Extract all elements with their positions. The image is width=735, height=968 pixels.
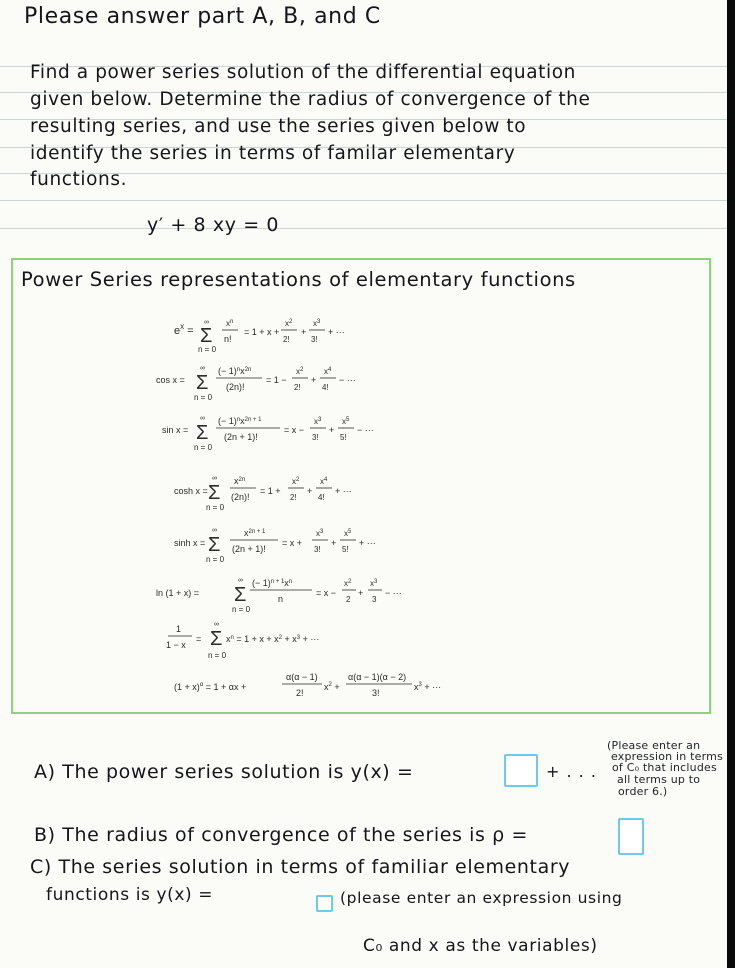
svg-text:Σ: Σ <box>196 422 209 444</box>
svg-text:Σ: Σ <box>234 584 247 606</box>
svg-text:3!: 3! <box>312 433 319 442</box>
svg-text:2!: 2! <box>283 335 290 344</box>
svg-text:n = 0: n = 0 <box>206 503 225 512</box>
svg-text:2: 2 <box>346 595 351 604</box>
svg-text:(− 1)n + 1xn: (− $1)^{n + 1}x^n$ <box>252 578 293 588</box>
svg-text:Σ: Σ <box>208 534 221 556</box>
part-b-text: B) The radius of convergence of the series is ρ = <box>34 824 528 846</box>
svg-text:= x +: = x + <box>282 538 303 548</box>
svg-text:+: + <box>311 375 317 385</box>
svg-text:∞: ∞ <box>238 577 243 584</box>
svg-text:x3: $x^3$ <box>370 579 378 588</box>
svg-text:x5: $x^5$ <box>342 417 350 426</box>
svg-text:(1 + x)α = 1 + αx +: $(1 + x)^\alpha = 1 + \alpha x$ + <box>174 682 247 692</box>
row-exp <box>174 319 345 354</box>
svg-text:x2: $x^2$ <box>285 319 293 328</box>
part-a-text: A) The power series solution is y(x) = <box>34 761 414 783</box>
svg-text:(2n)!: (2n)! <box>231 492 250 502</box>
row-cosh <box>174 475 352 512</box>
svg-text:(2n)!: (2n)! <box>226 382 245 392</box>
part-c-answer-box[interactable] <box>316 895 333 912</box>
svg-text:n!: n! <box>224 334 232 344</box>
part-b-answer-box[interactable] <box>618 818 644 855</box>
svg-text:3!: 3! <box>372 688 380 698</box>
notebook-rule <box>0 228 727 229</box>
svg-text:1 − x: 1 − x <box>166 640 186 650</box>
svg-text:(2n + 1)!: (2n + 1)! <box>232 544 266 554</box>
svg-text:= 1 +: = 1 + <box>260 486 281 496</box>
svg-text:+: + <box>301 327 307 337</box>
part-a-note-line: order 6.) <box>618 785 668 798</box>
intro-line: given below. Determine the radius of convergence of the <box>30 89 591 110</box>
svg-text:x3: $x^3$ <box>314 417 322 426</box>
svg-text:n = 0: n = 0 <box>232 605 251 614</box>
svg-text:∞: ∞ <box>204 319 209 326</box>
svg-text:2!: 2! <box>294 383 301 392</box>
svg-text:α(α − 1)(α − 2): α(α − 1)(α − 2) <box>348 672 407 682</box>
svg-text:x3: $x^3$ <box>313 319 321 328</box>
svg-text:∞: ∞ <box>200 365 205 372</box>
svg-text:cosh x =: cosh x = <box>174 486 208 496</box>
svg-text:x2: $x^2$ <box>344 579 352 588</box>
svg-text:2!: 2! <box>296 688 304 698</box>
svg-text:+: + <box>307 486 313 496</box>
svg-text:x2: $x^2$ <box>296 367 304 376</box>
svg-text:sin x =: sin x = <box>162 425 189 435</box>
part-c-instruction: (please enter an expression using <box>340 889 623 907</box>
svg-text:Σ: Σ <box>208 482 221 504</box>
svg-text:α(α − 1): α(α − 1) <box>286 672 318 682</box>
svg-text:4!: 4! <box>318 493 325 502</box>
svg-text:+ ···: + ··· <box>359 538 376 548</box>
svg-text:sinh x =: sinh x = <box>174 538 206 548</box>
intro-line: functions. <box>30 169 128 190</box>
panel-heading: Power Series representations of elementary functions <box>21 268 576 291</box>
svg-text:x2n: $x^{2n}$ <box>234 476 246 486</box>
svg-text:x2 +: $x^2$ + <box>324 682 340 692</box>
svg-text:3: 3 <box>372 595 377 604</box>
svg-text:x4: $x^4$ <box>324 367 332 376</box>
svg-text:ln (1 + x) =: ln (1 + x) = <box>156 588 200 598</box>
part-a-note-line: all terms up to <box>617 773 701 786</box>
svg-text:− ···: − ··· <box>339 375 356 385</box>
row-sinh <box>174 527 376 564</box>
svg-text:= x −: = x − <box>284 425 305 435</box>
page-title: Please answer part A, B, and C <box>24 4 381 29</box>
part-a-answer-box[interactable] <box>504 754 538 787</box>
svg-text:+: + <box>331 538 337 548</box>
svg-text:x3 + ···: $x^3$ + ··· <box>414 682 442 692</box>
differential-equation: y′ + 8 xy = 0 <box>147 214 280 236</box>
notebook-rule <box>0 200 727 201</box>
part-c-instruction-line3: C₀ and x as the variables) <box>363 936 598 956</box>
row-cos <box>156 365 356 402</box>
svg-text:∞: ∞ <box>212 527 217 534</box>
intro-line: Find a power series solution of the differential equation <box>30 62 576 83</box>
row-sin <box>162 415 374 452</box>
svg-text:n: n <box>278 594 284 604</box>
svg-text:∞: ∞ <box>212 475 217 482</box>
svg-text:x2: $x^2$ <box>292 477 300 486</box>
svg-text:+: + <box>329 425 335 435</box>
svg-text:2!: 2! <box>290 493 297 502</box>
svg-text:∞: ∞ <box>214 621 219 628</box>
svg-text:n = 0: n = 0 <box>194 393 213 402</box>
formula-table-graphic <box>156 318 640 708</box>
svg-text:n = 0: n = 0 <box>206 555 225 564</box>
row-ln <box>156 577 402 614</box>
intro-line: resulting series, and use the series given below to <box>30 116 527 137</box>
row-binomial <box>174 672 441 698</box>
svg-text:5!: 5! <box>342 545 349 554</box>
svg-text:Σ: Σ <box>210 628 223 650</box>
svg-text:1: 1 <box>176 624 182 634</box>
row-geometric <box>166 621 319 660</box>
svg-text:− ···: − ··· <box>385 588 402 598</box>
svg-text:= x −: = x − <box>316 588 337 598</box>
svg-text:= 1 + x +: = 1 + x + <box>244 327 280 337</box>
svg-text:ex =: $e^x$ = <box>174 322 194 337</box>
svg-text:x5: $x^5$ <box>344 529 352 538</box>
svg-text:4!: 4! <box>322 383 329 392</box>
svg-text:3!: 3! <box>314 545 321 554</box>
part-c-text-line2: functions is y(x) = <box>46 885 214 905</box>
svg-text:x2n + 1: $x^{2n + 1}$ <box>244 528 266 538</box>
svg-text:x3: $x^3$ <box>316 529 324 538</box>
part-c-text: C) The series solution in terms of familiar elementary <box>30 856 571 878</box>
svg-text:(2n + 1)!: (2n + 1)! <box>224 432 258 442</box>
svg-text:∞: ∞ <box>200 415 205 422</box>
svg-text:(− 1)nx2n: (− $1)^nx^{2n}$ <box>218 366 252 376</box>
svg-text:xn: $x^n$ <box>226 319 234 328</box>
svg-text:Σ: Σ <box>200 325 213 347</box>
svg-text:+ ···: + ··· <box>328 327 345 337</box>
svg-text:+ ···: + ··· <box>335 486 352 496</box>
svg-text:x4: $x^4$ <box>320 477 328 486</box>
part-a-note-line: (Please enter an <box>607 739 701 752</box>
svg-text:n = 0: n = 0 <box>198 345 217 354</box>
svg-text:xn = 1 + x + x2 + x3 + ···: $x^n = 1 + x + x^2 + x^3$ + ··· <box>226 634 320 644</box>
svg-text:− ···: − ··· <box>357 425 374 435</box>
part-a-continuation: + . . . <box>546 762 597 781</box>
formula-table <box>156 318 640 708</box>
part-a-note-line: of C₀ that includes <box>612 761 717 774</box>
svg-text:= 1 −: = 1 − <box>266 375 287 385</box>
part-a-note-line: expression in terms <box>611 750 724 763</box>
svg-text:3!: 3! <box>311 335 318 344</box>
svg-text:(− 1)nx2n + 1: (− $1)^nx^{2n + 1}$ <box>218 416 262 426</box>
svg-text:n = 0: n = 0 <box>194 443 213 452</box>
svg-text:n = 0: n = 0 <box>208 651 227 660</box>
svg-text:=: = <box>196 634 202 644</box>
svg-text:cos x =: cos x = <box>156 375 185 385</box>
intro-line: identify the series in terms of familar elementary <box>30 143 516 164</box>
svg-text:5!: 5! <box>340 433 347 442</box>
svg-text:+: + <box>358 588 364 598</box>
svg-text:Σ: Σ <box>196 372 209 394</box>
